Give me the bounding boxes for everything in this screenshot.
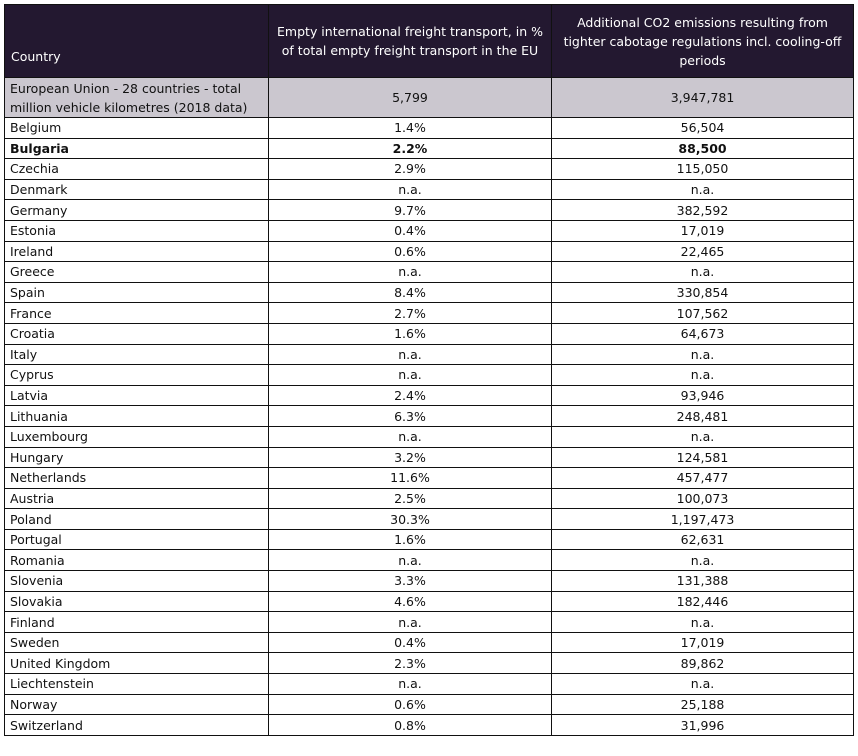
share-cell: 0.8% [269,715,552,736]
country-cell: Slovakia [5,591,269,612]
co2-cell: 100,073 [552,488,854,509]
table-row [5,550,854,571]
share-cell: 1.4% [269,118,552,139]
country-cell: Hungary [5,447,269,468]
share-cell: n.a. [269,426,552,447]
table-row [5,653,854,674]
co2-cell: n.a. [552,179,854,200]
table-row [5,612,854,633]
share-cell: 30.3% [269,509,552,530]
eu-total-row [5,78,854,118]
co2-cell: 107,562 [552,303,854,324]
co2-cell: 330,854 [552,282,854,303]
country-cell: Czechia [5,159,269,180]
table-row [5,715,854,736]
table-row [5,241,854,262]
country-cell: Spain [5,282,269,303]
table-row [5,509,854,530]
country-cell: Sweden [5,632,269,653]
share-cell: 6.3% [269,406,552,427]
table-row [5,344,854,365]
share-cell: 0.4% [269,220,552,241]
table-row [5,426,854,447]
co2-cell: n.a. [552,262,854,283]
country-cell: Germany [5,200,269,221]
share-cell: n.a. [269,344,552,365]
co2-cell: n.a. [552,674,854,695]
share-cell: n.a. [269,674,552,695]
country-cell: Denmark [5,179,269,200]
country-cell: Liechtenstein [5,674,269,695]
co2-cell: 22,465 [552,241,854,262]
co2-cell: 88,500 [552,138,854,159]
country-cell: Austria [5,488,269,509]
co2-cell: 93,946 [552,385,854,406]
table-row [5,488,854,509]
share-cell: 2.7% [269,303,552,324]
table-row [5,118,854,139]
table-row [5,385,854,406]
co2-cell: 25,188 [552,694,854,715]
co2-cell: 17,019 [552,632,854,653]
country-cell: Latvia [5,385,269,406]
country-cell: Italy [5,344,269,365]
table-row [5,303,854,324]
table-row [5,159,854,180]
eu-total-label: European Union - 28 countries - total million vehicle kilometres (2018 data) [5,78,269,118]
eu-total-co2: 3,947,781 [552,78,854,118]
share-cell: 2.5% [269,488,552,509]
country-cell: Norway [5,694,269,715]
co2-cell: n.a. [552,612,854,633]
header-country: Country [5,5,269,78]
table-row [5,529,854,550]
co2-cell: 17,019 [552,220,854,241]
country-cell: Greece [5,262,269,283]
share-cell: 3.3% [269,571,552,592]
share-cell: 8.4% [269,282,552,303]
country-cell: Switzerland [5,715,269,736]
co2-cell: 248,481 [552,406,854,427]
table-row [5,406,854,427]
country-cell: Croatia [5,323,269,344]
co2-cell: n.a. [552,426,854,447]
co2-cell: 115,050 [552,159,854,180]
co2-cell: 89,862 [552,653,854,674]
share-cell: 1.6% [269,529,552,550]
co2-cell: 64,673 [552,323,854,344]
share-cell: 2.2% [269,138,552,159]
table-row [5,674,854,695]
share-cell: n.a. [269,179,552,200]
co2-cell: 31,996 [552,715,854,736]
country-cell: Slovenia [5,571,269,592]
country-cell: Romania [5,550,269,571]
co2-cell: 182,446 [552,591,854,612]
co2-cell: 62,631 [552,529,854,550]
country-cell: Luxembourg [5,426,269,447]
share-cell: n.a. [269,550,552,571]
share-cell: 3.2% [269,447,552,468]
table-row [5,447,854,468]
co2-cell: n.a. [552,344,854,365]
header-additional-co2: Additional CO2 emissions resulting from tighter cabotage regulations incl. cooling-off periods [552,5,854,78]
country-cell: United Kingdom [5,653,269,674]
share-cell: 0.6% [269,241,552,262]
table-row [5,138,854,159]
country-cell: Ireland [5,241,269,262]
cabotage-emissions-table [4,4,854,736]
table-row [5,200,854,221]
co2-cell: n.a. [552,365,854,386]
share-cell: 1.6% [269,323,552,344]
share-cell: 0.6% [269,694,552,715]
table-row [5,632,854,653]
table-row [5,365,854,386]
table-row [5,591,854,612]
table-row [5,179,854,200]
country-cell: Cyprus [5,365,269,386]
share-cell: 2.4% [269,385,552,406]
country-cell: Portugal [5,529,269,550]
table-row [5,694,854,715]
country-cell: Finland [5,612,269,633]
share-cell: n.a. [269,612,552,633]
share-cell: 9.7% [269,200,552,221]
country-cell: France [5,303,269,324]
co2-cell: 457,477 [552,468,854,489]
table-row [5,468,854,489]
table-row [5,220,854,241]
table-row [5,323,854,344]
table-row [5,262,854,283]
co2-cell: 1,197,473 [552,509,854,530]
country-cell: Poland [5,509,269,530]
co2-cell: 56,504 [552,118,854,139]
table-row [5,571,854,592]
country-cell: Lithuania [5,406,269,427]
co2-cell: 124,581 [552,447,854,468]
share-cell: 2.3% [269,653,552,674]
share-cell: n.a. [269,262,552,283]
share-cell: 2.9% [269,159,552,180]
share-cell: 0.4% [269,632,552,653]
co2-cell: n.a. [552,550,854,571]
share-cell: 4.6% [269,591,552,612]
country-cell: Estonia [5,220,269,241]
country-cell: Belgium [5,118,269,139]
co2-cell: 131,388 [552,571,854,592]
country-cell: Bulgaria [5,138,269,159]
share-cell: 11.6% [269,468,552,489]
table-header [5,5,854,78]
header-empty-freight-share: Empty international freight transport, in % of total empty freight transport in the EU [269,5,552,78]
country-cell: Netherlands [5,468,269,489]
table-row [5,282,854,303]
share-cell: n.a. [269,365,552,386]
table-body [5,78,854,736]
eu-total-share: 5,799 [269,78,552,118]
co2-cell: 382,592 [552,200,854,221]
